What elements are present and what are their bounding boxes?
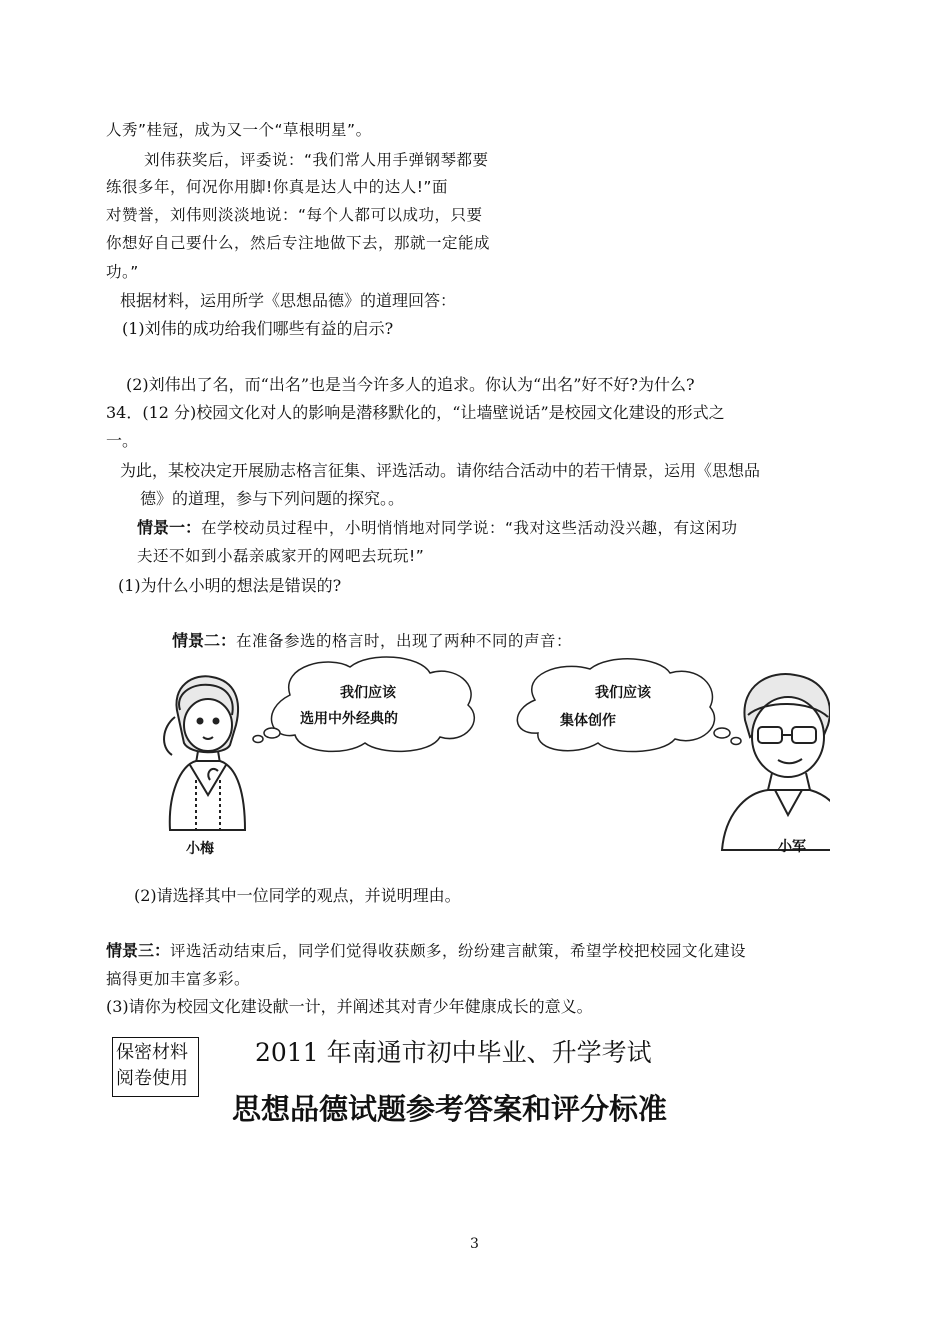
q34-intro: 一。 <box>106 431 139 450</box>
answer-title: 2011 年南通市初中毕业、升学考试 <box>255 1038 652 1067</box>
name-xiaomei: 小梅 <box>186 841 214 857</box>
answer-subtitle: 思想品德试题参考答案和评分标准 <box>232 1092 668 1126</box>
scene1-text: 在学校动员过程中，小明悄悄地对同学说：“我对这些活动没兴趣，有这闲功 <box>201 519 738 537</box>
story-line: 刘伟获奖后，评委说：“我们常人用手弹钢琴都要 <box>144 151 489 169</box>
story-line: 功。” <box>106 263 139 281</box>
girl-figure-icon <box>164 676 245 830</box>
scene3 <box>106 941 746 961</box>
scene3-label: 情景三： <box>106 941 171 960</box>
thought-bubble-right <box>517 659 741 752</box>
name-xiaojun: 小军 <box>778 839 806 855</box>
q33-sub1: (1)刘伟的成功给我们哪些有益的启示? <box>122 319 394 338</box>
q34-intro: 德》的道理，参与下列问题的探究。。 <box>140 489 405 508</box>
scene1-label: 情景一： <box>137 518 202 537</box>
story-line: 你想好自己要什么，然后专注地做下去，那就一定能成 <box>106 234 491 252</box>
boy-figure-icon <box>722 674 830 850</box>
confidential-stamp <box>112 1037 199 1097</box>
thought-bubble-left <box>253 657 474 751</box>
bubble-left-text: 我们应该 <box>340 685 396 701</box>
q33-prompt: 根据材料，运用所学《思想品德》的道理回答： <box>120 291 457 310</box>
scene1-text: 夫还不如到小磊亲戚家开的网吧去玩玩!” <box>137 547 425 565</box>
scene3-text: 搞得更加丰富多彩。 <box>106 970 251 988</box>
q34-sub3: (3)请你为校园文化建设献一计，并阐述其对青少年健康成长的意义。 <box>106 997 593 1016</box>
scene3-text: 评选活动结束后，同学们觉得收获颇多，纷纷建言献策，希望学校把校园文化建设 <box>170 942 747 960</box>
story-line: 练很多年，何况你用脚!你真是达人中的达人!”面 <box>106 178 448 196</box>
bubble-right-text: 集体创作 <box>560 713 616 729</box>
scene1 <box>137 518 738 538</box>
page-number: 3 <box>470 1236 479 1252</box>
q34-sub2: (2)请选择其中一位同学的观点，并说明理由。 <box>134 886 461 905</box>
stamp-line: 阅卷使用 <box>116 1068 188 1089</box>
bubble-left-text: 选用中外经典的 <box>300 711 398 727</box>
stamp-line: 保密材料 <box>116 1042 188 1063</box>
scene2-illustration <box>150 655 830 865</box>
scene2-label: 情景二： <box>172 631 237 650</box>
scene2 <box>172 631 572 651</box>
q34-intro: 34．(12 分)校园文化对人的影响是潜移默化的，“让墙壁说话”是校园文化建设的形式之 <box>106 403 725 422</box>
story-line: 人秀”桂冠，成为又一个“草根明星”。 <box>106 121 372 139</box>
q33-sub2: (2)刘伟出了名，而“出名”也是当今许多人的追求。你认为“出名”好不好?为什么? <box>126 375 695 394</box>
story-line: 对赞誉，刘伟则淡淡地说：“每个人都可以成功，只要 <box>106 206 483 224</box>
q34-intro: 为此，某校决定开展励志格言征集、评选活动。请你结合活动中的若干情景，运用《思想品 <box>120 461 761 480</box>
scene2-text: 在准备参选的格言时，出现了两种不同的声音： <box>236 632 573 650</box>
q34-sub1: (1)为什么小明的想法是错误的? <box>118 576 342 595</box>
bubble-right-text: 我们应该 <box>595 685 651 701</box>
